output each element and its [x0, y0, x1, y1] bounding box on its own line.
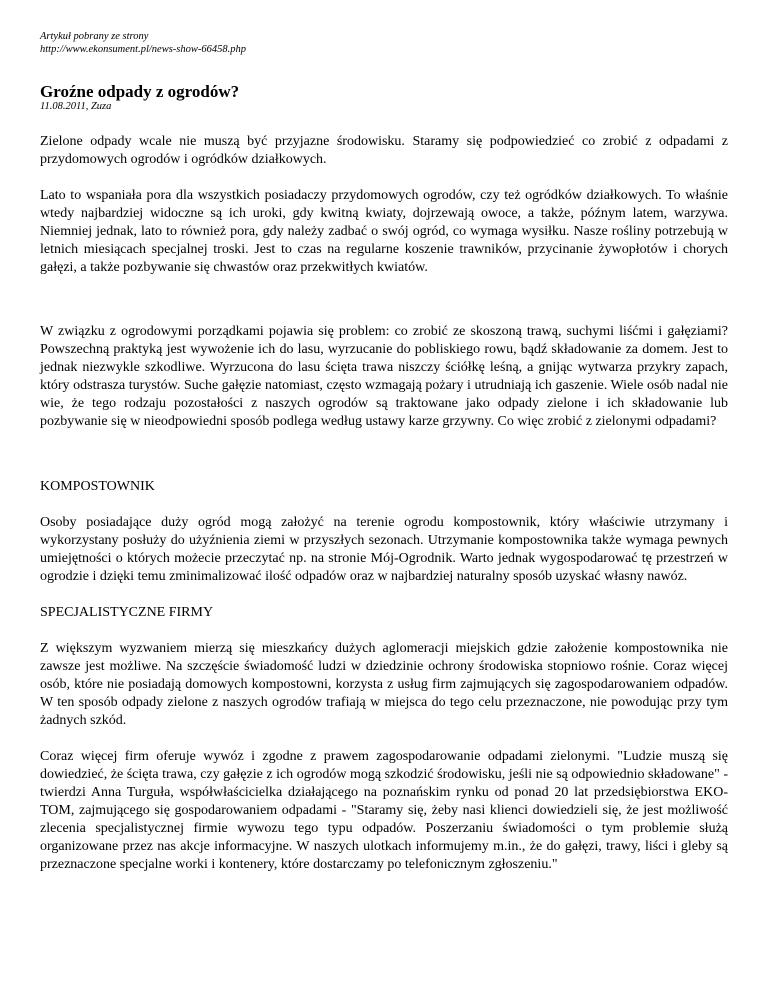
paragraph-cities: Z większym wyzwaniem mierzą się mieszkańcy dużych aglomeracji miejskich gdzie założenie kompostownika nie zawsze jest możliwe. Na szczęście świadomość ludzi w dziedzinie ochrony środowiska stopniowo rośnie. Coraz więcej osób, które nie posiadają domowych kompostowni, korzysta z usług firm zajmujących się zagospodarowaniem odpadów. W ten sposób odpady zielone z naszych ogrodów trafiają w miejsca do tego celu przeznaczone, nie powodując przy tym żadnych szkód.: [40, 641, 728, 728]
source-label: Artykuł pobrany ze strony: [40, 31, 149, 42]
article-title: Groźne odpady z ogrodów?: [40, 82, 240, 101]
source-note: [40, 30, 728, 56]
article-date-author: 11.08.2011, Zuza: [40, 101, 112, 112]
section-heading-kompostownik: KOMPOSTOWNIK: [40, 479, 155, 494]
source-url: http://www.ekonsument.pl/news-show-66458.php: [40, 44, 247, 55]
paragraph-kompostownik: Osoby posiadające duży ogród mogą założyć na terenie ogrodu kompostownik, który właściwie utrzymany i wykorzystany posłuży do użyźnienia ziemi w przyszłych sezonach. Utrzymanie kompostownika także wymaga pewnych umiejętności o których możecie przeczytać np. na stronie Mój-Ogrodnik. Warto jednak wygospodarować tę przestrzeń w ogrodzie i dzięki temu zminimalizować ilość odpadów oraz w najbardziej naturalny sposób uzyskać własny nawóz.: [40, 515, 728, 584]
paragraph-problem: W związku z ogrodowymi porządkami pojawia się problem: co zrobić ze skoszoną trawą, suchymi liśćmi i gałęziami? Powszechną praktyką jest wywożenie ich do lasu, wyrzucanie do pobliskiego rowu, bądź składowanie za domem. Jest to jednak niezwykle szkodliwe. Wyrzucona do lasu ścięta trawa niszczy ściółkę leśną, a gnijąc wytwarza przykry zapach, który odstrasza turystów. Suche gałęzie natomiast, często wzmagają pożary i utrudniają ich gaszenie. Wiele osób nadal nie wie, że tego rodzaju pozostałości z naszych ogrodów są traktowane jako odpady zielone i ich składowanie lub pozbywanie się w nieodpowiedni sposób podlega według ustawy karze grzywny. Co więc zrobić z zielonymi odpadami?: [40, 324, 728, 429]
paragraph-summer: Lato to wspaniała pora dla wszystkich posiadaczy przydomowych ogrodów, czy też ogródków działkowych. To właśnie wtedy najbardziej widoczne są ich uroki, gdy kwitną kwiaty, dojrzewają owoce, a także, późnym latem, warzywa. Niemniej jednak, lato to również pora, gdy należy zadbać o swój ogród, co wymaga wysiłku. Nasze rośliny potrzebują w letnich miesiącach specjalnej troski. Jest to czas na regularne koszenie trawników, przycinanie żywopłotów i chorych gałęzi, a także pozbywanie się chwastów oraz przekwitłych kwiatów.: [40, 188, 728, 275]
section-heading-firmy: SPECJALISTYCZNE FIRMY: [40, 605, 214, 620]
paragraph-companies: Coraz więcej firm oferuje wywóz i zgodne z prawem zagospodarowanie odpadami zielonymi. "Ludzie muszą się dowiedzieć, że ścięta trawa, czy gałęzie z ich ogrodów mogą szkodzić środowisku, jeśli nie są odpowiednio składowane" - twierdzi Anna Turguła, współwłaścicielka działającego na poznańskim rynku od ponad 20 lat przedsiębiorstwa EKO-TOM, zajmującego się gospodarowaniem odpadami - "Staramy się, żeby nasi klienci dowiedzieli się, że jest możliwość zlecenia specjalistycznej firmie wywozu tego typu odpadów. Poszerzaniu świadomości o tym problemie służą organizowane przez nas akcje informacyjne. W naszych ulotkach informujemy m.in., że do gałęzi, trawy, liści i gleby są przeznaczone specjalne worki i kontenery, które dostarczamy po telefonicznym zgłoszeniu.": [40, 749, 728, 872]
article-lead: Zielone odpady wcale nie muszą być przyjazne środowisku. Staramy się podpowiedzieć co zrobić z odpadami z przydomowych ogrodów i ogródków działkowych.: [40, 134, 728, 167]
document-page: [40, 30, 728, 874]
